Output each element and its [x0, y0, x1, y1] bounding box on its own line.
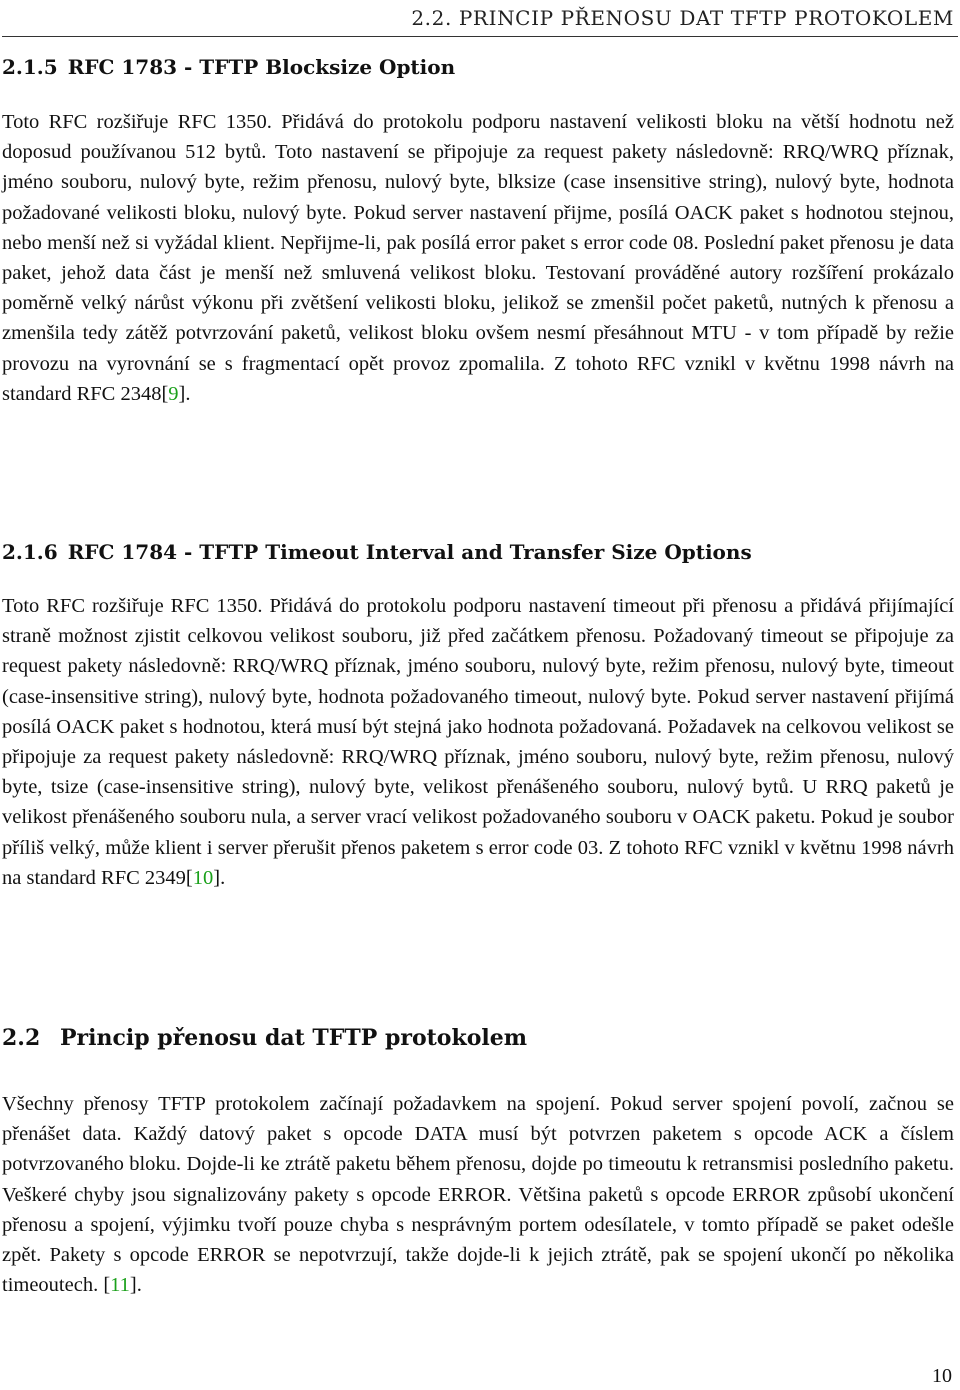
paragraph-2-1-6	[2, 591, 954, 893]
section-number: 2.2	[2, 1025, 41, 1051]
paragraph-text: Všechny přenosy TFTP protokolem začínají požadavkem na spojení. Pokud server spojení povolí, začnou se přenášet data. Každý datový paket s opcode DATA musí být potvrzen paketem s opcode ACK a číslem potvrzovaného bloku. Dojde-li ke ztrátě paketu během přenosu, dojde po timeoutu k retransmisi posledního paketu. Veškeré chyby jsou signalizovány pakety s opcode ERROR. Většina paketů s opcode ERROR způsobí ukončení přenosu a spojení, výjimku tvoří pouze chyba s nesprávným portem odesílatele, v tomto případě se paket odešle zpět. Pakety s opcode ERROR se nepotvrzují, takže dojde-li k jejich ztrátě, pak se spojení ukončí po několika timeoutech. [	[2, 1093, 954, 1297]
paragraph-tail: ].	[129, 1274, 142, 1297]
citation-link[interactable]: 10	[192, 866, 214, 889]
page-number: 10	[932, 1365, 952, 1387]
subsection-heading-2-1-5	[2, 55, 455, 79]
paragraph-2-2	[2, 1089, 954, 1300]
citation-link[interactable]: 9	[168, 382, 179, 405]
subsection-number: 2.1.6	[2, 540, 58, 564]
citation-link[interactable]: 11	[110, 1274, 130, 1297]
paragraph-text: Toto RFC rozšiřuje RFC 1350. Přidává do protokolu podporu nastavení velikosti bloku na větší hodnotu než doposud používanou 512 bytů. Toto nastavení se připojuje za request pakety následovně: RRQ/WRQ příznak, jméno souboru, nulový byte, režim přenosu, nulový byte, blksize (case insensitive string), nulový byte, hodnota požadované velikosti bloku, nulový byte. Pokud server nastavení přijme, posílá OACK paket s hodnotou stejnou, nebo menší než si vyžádal klient. Nepřijme-li, pak posílá error paket s error code 08. Poslední paket přenosu je data paket, jehož data část je menší než smluvená velikost bloku. Testovaní prováděné autory rozšíření prokázalo poměrně velký nárůst výkonu při zvětšení velikosti bloku, jelikož se zmenšil počet paketů, nutných k přenosu a zmenšila tedy zátěž potvrzování paketů, velikost bloku ovšem nesmí přesáhnout MTU - v tom případě by režie provozu na vyrovnání se s fragmentací opět provoz zpomalila. Z tohoto RFC vznikl v květnu 1998 návrh na standard RFC 2348[	[2, 111, 954, 405]
paragraph-text: Toto RFC rozšiřuje RFC 1350. Přidává do protokolu podporu nastavení timeout při přenosu a přidává přijímající straně možnost zjistit celkovou velikost souboru, již před začátkem přenosu. Požadovaný timeout se připojuje za request pakety následovně: RRQ/WRQ příznak, jméno souboru, nulový byte, režim přenosu, nulový byte, timeout (case-insensitive string), nulový byte, hodnota požadovaného timeout, nulový byte. Pokud server nastavení přijímá posílá OACK paket s hodnotou, která musí být stejná jako hodnota požadovaná. Požadavek na celkovou velikost se připojuje za request pakety následovně: RRQ/WRQ příznak, jméno souboru, nulový byte, režim přenosu, nulový byte, tsize (case-insensitive string), nulový byte, velikost přenášeného souboru, nulový bytů. U RRQ paketů je velikost přenášeného souboru nula, a server vrací velikost požadovaného souboru v OACK paketu. Pokud je soubor příliš velký, může klient i server přerušit přenos paketem s error code 03. Z tohoto RFC vznikl v květnu 1998 návrh na standard RFC 2349[	[2, 595, 954, 889]
running-head: 2.2. PRINCIP PŘENOSU DAT TFTP PROTOKOLEM	[411, 6, 954, 30]
paragraph-tail: ].	[213, 866, 226, 889]
paragraph-tail: ].	[178, 382, 191, 405]
subsection-heading-2-1-6	[2, 540, 752, 564]
subsection-number: 2.1.5	[2, 55, 58, 79]
paragraph-2-1-5	[2, 107, 954, 409]
subsection-title: RFC 1783 - TFTP Blocksize Option	[67, 55, 456, 79]
header-rule	[2, 36, 958, 37]
subsection-title: RFC 1784 - TFTP Timeout Interval and Transfer Size Options	[67, 540, 752, 564]
section-title: Princip přenosu dat TFTP protokolem	[60, 1025, 528, 1051]
section-heading-2-2	[2, 1025, 527, 1051]
